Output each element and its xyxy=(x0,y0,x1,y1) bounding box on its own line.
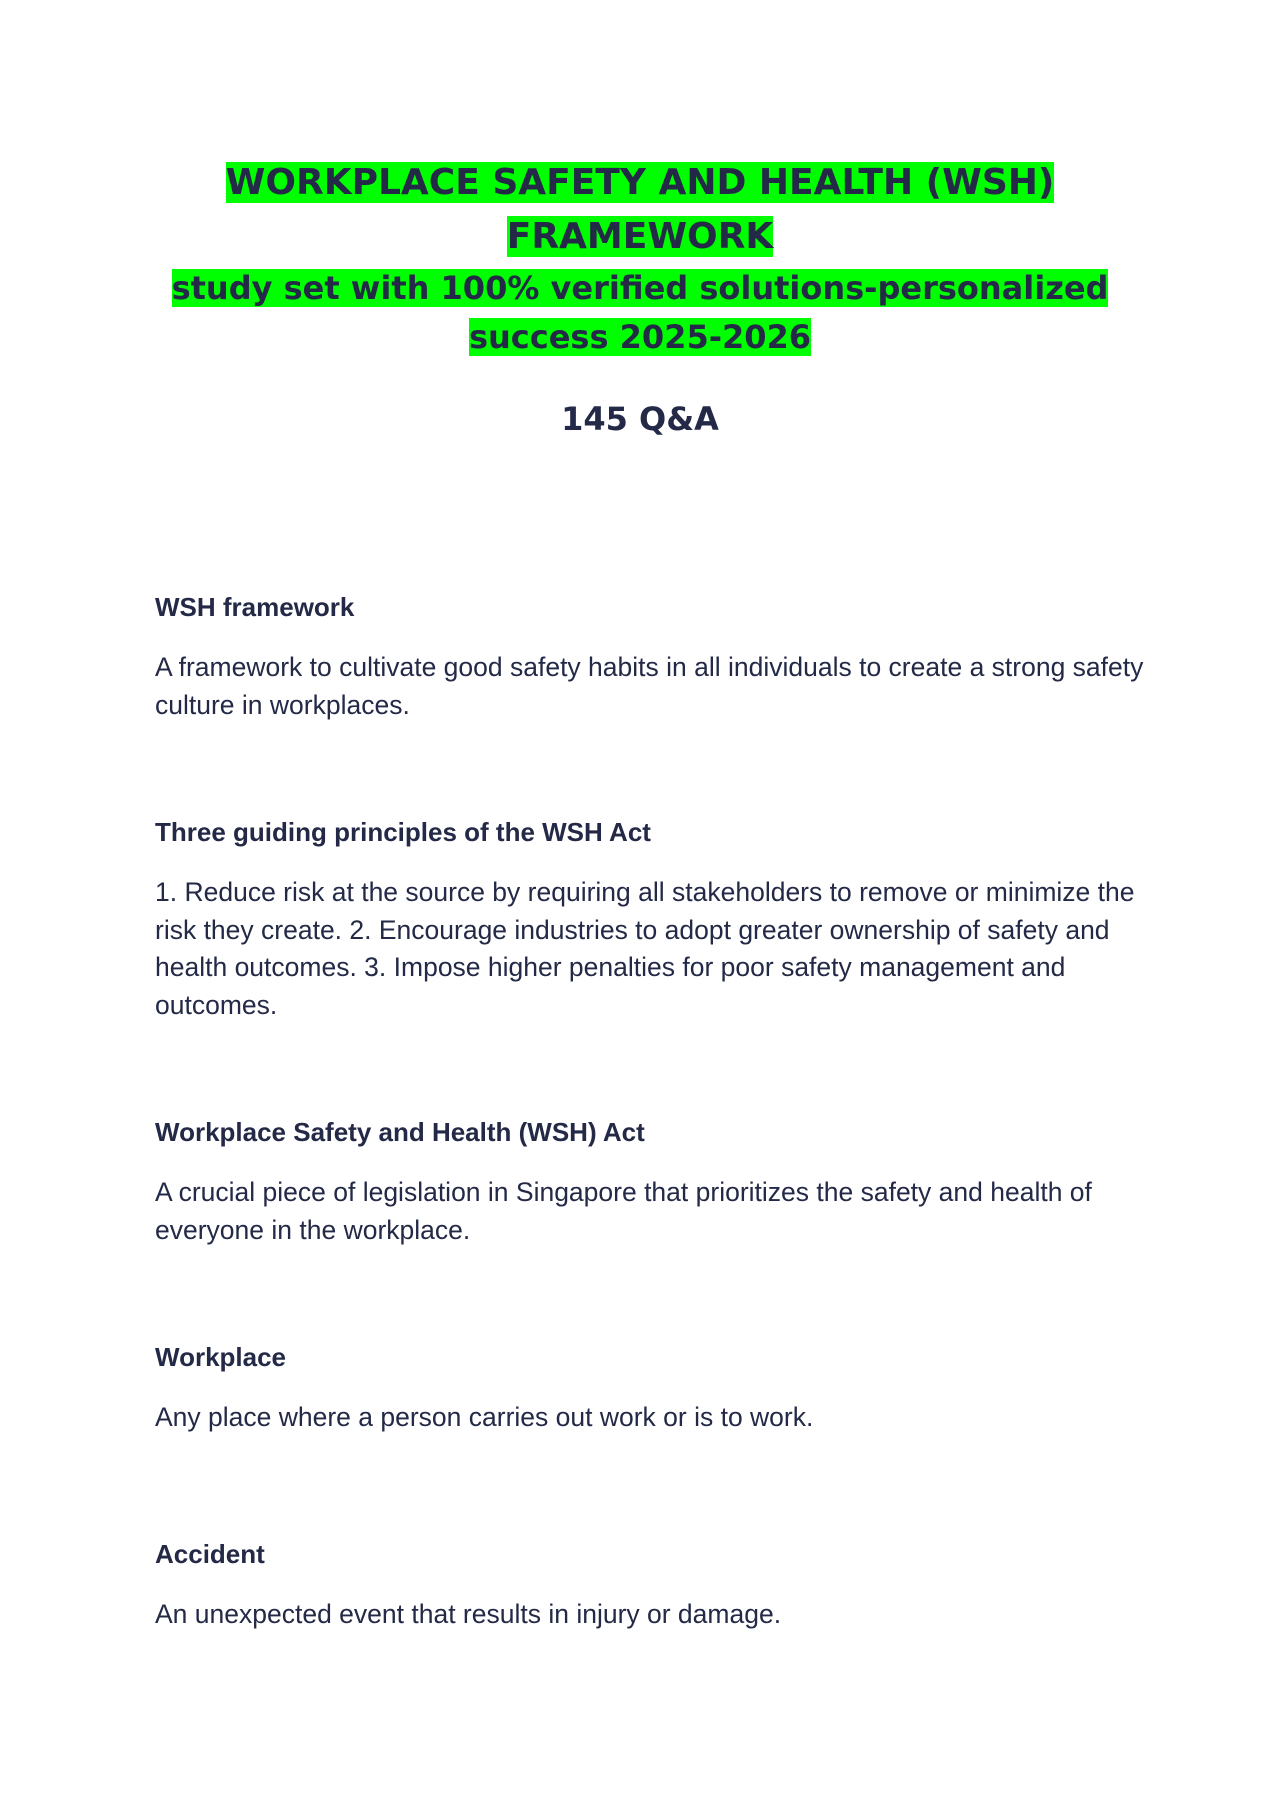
question-count: 145 Q&A xyxy=(561,400,719,438)
document-header xyxy=(150,156,1130,439)
question: Workplace xyxy=(155,1342,287,1372)
answer: Any place where a person carries out work or is to work. xyxy=(155,1402,814,1432)
document-title: WORKPLACE SAFETY AND HEALTH (WSH) FRAMEWORK xyxy=(225,162,1055,257)
question: Workplace Safety and Health (WSH) Act xyxy=(155,1117,645,1147)
qa-item xyxy=(155,815,1145,1024)
qa-item xyxy=(155,590,1145,724)
question: Accident xyxy=(155,1538,265,1569)
answer: 1. Reduce risk at the source by requiring all stakeholders to remove or minimize the risk they create. 2. Encourage industries to adopt greater ownership of safety and health outcomes. 3. Impose higher penalties for poor safety management and outcomes. xyxy=(155,877,1135,1020)
qa-item xyxy=(155,1537,1145,1634)
question: WSH framework xyxy=(155,592,355,622)
qa-item xyxy=(155,1115,1145,1249)
answer: A crucial piece of legislation in Singapore that prioritizes the safety and health of everyone in the workplace. xyxy=(155,1177,1092,1245)
qa-item xyxy=(155,1340,1145,1437)
qa-list xyxy=(155,590,1145,1633)
answer: A framework to cultivate good safety habits in all individuals to create a strong safety culture in workplaces. xyxy=(155,652,1144,720)
document-subtitle: study set with 100% verified solutions-personalized success 2025-2026 xyxy=(171,269,1109,356)
question: Three guiding principles of the WSH Act xyxy=(155,817,651,847)
answer: An unexpected event that results in injury or damage. xyxy=(155,1598,782,1629)
